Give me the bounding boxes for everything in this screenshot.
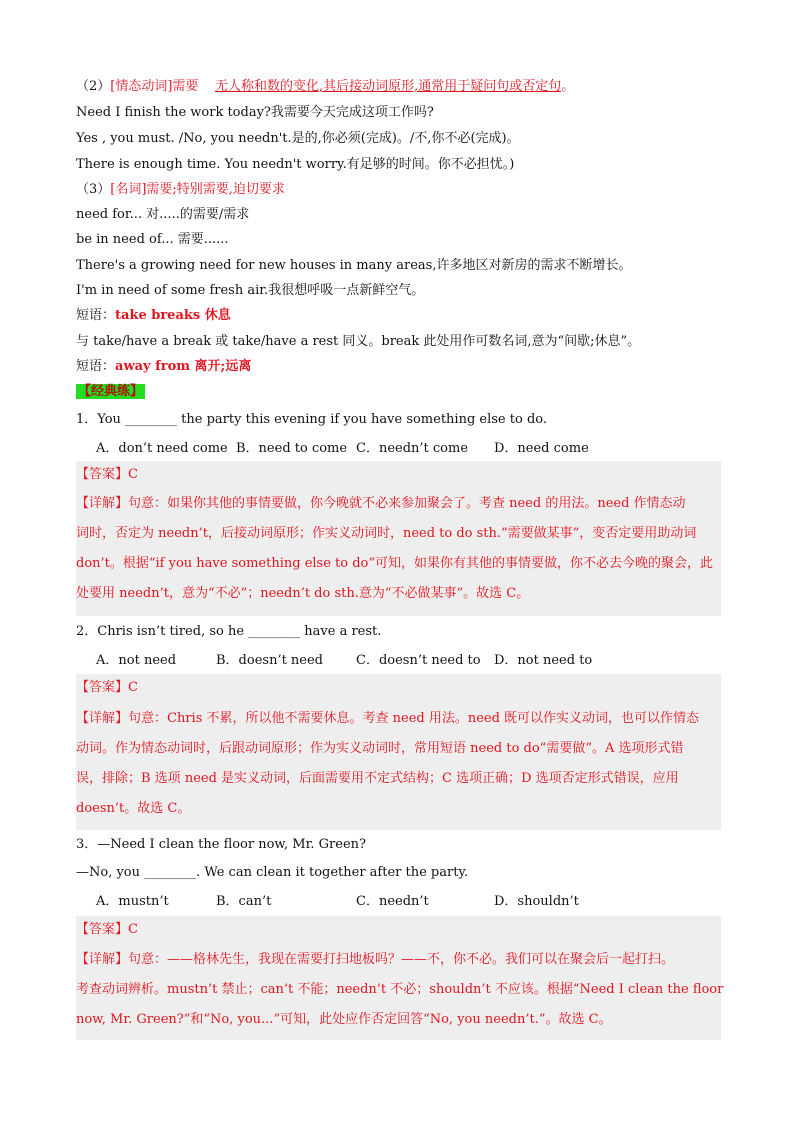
- option-c: C．needn’t: [356, 894, 429, 909]
- option-b: B．doesn’t need: [216, 653, 324, 668]
- answer-box: [76, 461, 721, 616]
- option-d: D．need come: [494, 441, 589, 456]
- explanation-line: 【详解】句意：如果你其他的事情要做，你今晚就不必来参加聚会了。考查 need 的用法。need 作情态动: [76, 496, 686, 511]
- answer-line: 【答案】C: [76, 922, 138, 937]
- option-d: D．shouldn’t: [494, 894, 579, 909]
- answer-box: [76, 916, 724, 1040]
- phrase-label: 短语：: [76, 308, 116, 323]
- option-a: A．mustn’t: [96, 894, 169, 909]
- example-line: There is enough time. You needn't worry.有足够的时间。你不必担忧。): [76, 157, 515, 172]
- answer-line: 【答案】C: [76, 680, 138, 695]
- phrase-text: take breaks 休息: [115, 308, 231, 323]
- explanation-line: 考查动词辨析。mustn’t 禁止；can’t 不能；needn’t 不必；shouldn’t 不应该。根据“Need I clean the floor: [76, 982, 724, 997]
- example-line: I'm in need of some fresh air.我很想呼吸一点新鲜空气。: [76, 283, 425, 298]
- example-line: Need I finish the work today?我需要今天完成这项工作吗?: [76, 105, 434, 120]
- section-number: （3）: [76, 182, 111, 197]
- explanation-line: now, Mr. Green?”和“No, you...”可知，此处应作否定回答“No, you needn’t.”。故选 C。: [76, 1012, 612, 1027]
- section-number: （2）: [76, 79, 111, 94]
- explanation-line: 处要用 needn’t，意为“不必”；needn’t do sth.意为“不必做某事”。故选 C。: [76, 586, 530, 601]
- example-line: There's a growing need for new houses in many areas,许多地区对新房的需求不断增长。: [76, 258, 632, 273]
- modal-description: 无人称和数的变化,其后接动词原形,通常用于疑问句或否定句: [214, 79, 562, 94]
- phrase-note: 与 take/have a break 或 take/have a rest 同义。break 此处用作可数名词,意为“间歇;休息”。: [76, 334, 641, 349]
- question-stem: 2．Chris isn’t tired, so he ________ have a rest.: [76, 624, 382, 639]
- option-b: B．need to come: [236, 441, 348, 456]
- phrase-label: 短语：: [76, 359, 116, 374]
- noun-heading: [76, 180, 285, 200]
- practice-tag: 【经典练】: [78, 384, 144, 399]
- answer-box: [76, 674, 721, 830]
- option-c: C．doesn’t need to: [356, 653, 481, 668]
- option-a: A．not need: [96, 653, 177, 668]
- explanation-line: 【详解】句意：Chris 不累，所以他不需要休息。考查 need 用法。need 既可以作实义动词，也可以作情态: [76, 711, 700, 726]
- question-stem: 1．You ________ the party this evening if you have something else to do.: [76, 412, 547, 427]
- example-line: need for... 对.....的需要/需求: [76, 207, 250, 222]
- modal-end: 。: [561, 79, 575, 94]
- explanation-line: 词时，否定为 needn’t，后接动词原形；作实义动词时，need to do sth.“需要做某事”，变否定要用助动词: [76, 526, 697, 541]
- option-d: D．not need to: [494, 653, 593, 668]
- noun-tag: [名词]需要;特别需要,迫切要求: [110, 182, 285, 197]
- example-line: Yes , you must. /No, you needn't.是的,你必须(完成)。/不,你不必(完成)。: [76, 131, 520, 146]
- explanation-line: 误，排除；B 选项 need 是实义动词，后面需要用不定式结构；C 选项正确；D 选项否定形式错误，应用: [76, 771, 679, 786]
- answer-line: 【答案】C: [76, 467, 138, 482]
- modal-tag: [情态动词]需要: [110, 79, 199, 94]
- explanation-line: 动词。作为情态动词时，后跟动词原形；作为实义动词时，常用短语 need to do“需要做”。A 选项形式错: [76, 741, 684, 756]
- phrase-text: away from 离开;远离: [115, 359, 252, 374]
- modal-verb-heading: [76, 77, 574, 97]
- explanation-line: 【详解】句意：——格林先生，我现在需要打扫地板吗？——不，你不必。我们可以在聚会后一起打扫。: [76, 952, 675, 967]
- question-stem: 3．—Need I clean the floor now, Mr. Green?: [76, 837, 366, 852]
- option-a: A．don’t need come: [96, 441, 228, 456]
- phrase-take-breaks: [76, 306, 231, 326]
- phrase-away-from: [76, 357, 251, 377]
- option-c: C．needn’t come: [356, 441, 469, 456]
- explanation-line: doesn’t。故选 C。: [76, 801, 191, 816]
- explanation-line: don’t。根据“if you have something else to do”可知，如果你有其他的事情要做，你不必去今晚的聚会，此: [76, 556, 714, 571]
- practice-heading: [76, 382, 145, 402]
- question-stem-reply: —No, you ________. We can clean it together after the party.: [76, 865, 469, 880]
- option-b: B．can’t: [216, 894, 272, 909]
- example-line: be in need of... 需要......: [76, 232, 229, 247]
